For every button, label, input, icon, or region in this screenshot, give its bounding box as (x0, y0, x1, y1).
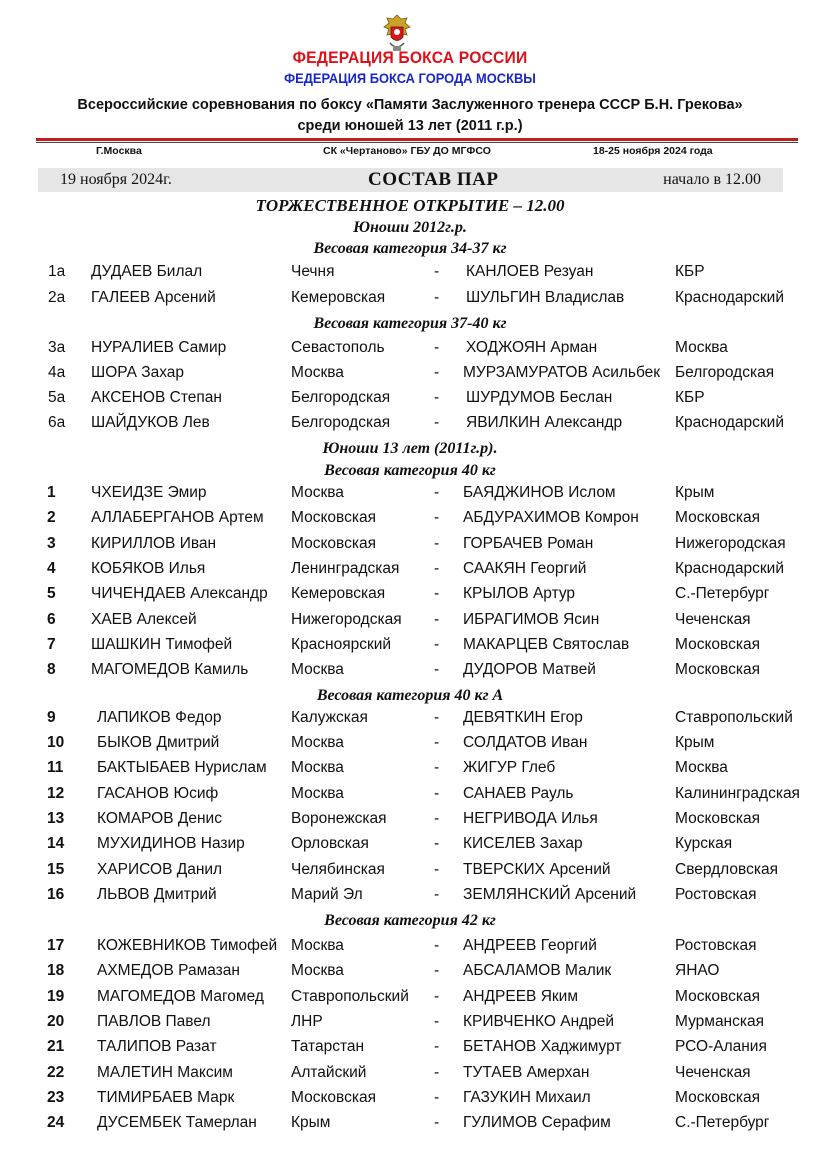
boxer-blue-region: Калининградская (675, 785, 800, 802)
competition-subtitle: среди юношей 13 лет (2011 г.р.) (297, 118, 523, 134)
boxer-red-region: Орловская (291, 835, 369, 852)
bout-dash: - (434, 1013, 440, 1030)
bout-row (0, 937, 828, 959)
bout-number: 5а (48, 389, 66, 406)
bout-row (0, 835, 828, 857)
bout-dash: - (434, 709, 440, 726)
boxer-blue-region: Москва (675, 339, 728, 356)
boxer-red-name: АХМЕДОВ Рамазан (97, 962, 240, 979)
bout-row (0, 734, 828, 756)
bout-row (0, 636, 828, 658)
boxer-blue-name: КАНЛОЕВ Резуан (466, 263, 594, 280)
boxer-red-name: КОЖЕВНИКОВ Тимофей (97, 937, 278, 954)
boxer-red-name: ШАШКИН Тимофей (91, 636, 233, 653)
boxer-red-region: Ленинградская (291, 560, 400, 577)
bout-row (0, 611, 828, 633)
age-group-title: Юноши 13 лет (2011г.р). (322, 440, 498, 457)
boxer-blue-region: Краснодарский (675, 414, 784, 431)
bout-row (0, 709, 828, 731)
bout-dash: - (434, 636, 440, 653)
boxer-blue-name: ГОРБАЧЕВ Роман (463, 535, 594, 552)
bout-dash: - (434, 1064, 440, 1081)
boxer-red-region: Крым (291, 1114, 331, 1131)
bout-row (0, 861, 828, 883)
bout-dash: - (434, 484, 440, 501)
boxer-red-region: Марий Эл (291, 886, 363, 903)
schedule-band (38, 168, 783, 192)
boxer-red-region: Москва (291, 484, 344, 501)
federation-emblem-icon (381, 13, 413, 53)
boxer-blue-region: С.-Петербург (675, 585, 770, 602)
boxer-red-region: Московская (291, 1089, 376, 1106)
boxer-blue-name: ДЕВЯТКИН Егор (463, 709, 583, 726)
boxer-red-region: Белгородская (291, 389, 391, 406)
boxer-blue-region: Московская (675, 636, 760, 653)
boxer-blue-region: Краснодарский (675, 560, 784, 577)
bout-dash: - (434, 339, 440, 356)
boxer-red-name: ДУСЕМБЕК Тамерлан (97, 1114, 257, 1131)
boxer-blue-name: ЯВИЛКИН Александр (466, 414, 623, 431)
boxer-red-name: ЧХЕИДЗЕ Эмир (91, 484, 207, 501)
boxer-red-name: МАГОМЕДОВ Магомед (97, 988, 264, 1005)
bout-row (0, 263, 828, 285)
bout-number: 21 (47, 1038, 65, 1055)
bout-number: 18 (47, 962, 65, 979)
bout-row (0, 1064, 828, 1086)
bout-row (0, 509, 828, 531)
bout-number: 22 (47, 1064, 65, 1081)
bout-dash: - (434, 289, 440, 306)
boxer-red-region: Севастополь (291, 339, 385, 356)
bout-number: 6 (47, 611, 56, 628)
bout-dash: - (434, 509, 440, 526)
boxer-red-region: Москва (291, 937, 344, 954)
start-time: начало в 12.00 (663, 171, 761, 188)
opening-ceremony: ТОРЖЕСТВЕННОЕ ОТКРЫТИЕ – 12.00 (255, 196, 565, 215)
boxer-blue-name: КРИВЧЕНКО Андрей (463, 1013, 615, 1030)
event-city: Г.Москва (96, 145, 142, 157)
boxer-red-region: Чечня (291, 263, 335, 280)
boxer-blue-name: АНДРЕЕВ Георгий (463, 937, 597, 954)
boxer-red-region: Московская (291, 535, 376, 552)
session-date: 19 ноября 2024г. (60, 171, 172, 188)
event-dates: 18-25 ноября 2024 года (593, 145, 713, 157)
boxer-blue-name: ГУЛИМОВ Серафим (463, 1114, 611, 1131)
boxer-red-region: Москва (291, 734, 344, 751)
boxer-blue-region: Московская (675, 810, 760, 827)
boxer-red-name: ТАЛИПОВ Разат (97, 1038, 217, 1055)
bout-row (0, 389, 828, 411)
pairs-heading: СОСТАВ ПАР (368, 169, 499, 190)
event-venue: СК «Чертаново» ГБУ ДО МГФСО (323, 145, 491, 157)
boxer-red-name: МАГОМЕДОВ Камиль (91, 661, 249, 678)
boxer-blue-name: СОЛДАТОВ Иван (463, 734, 588, 751)
bout-number: 20 (47, 1013, 65, 1030)
bout-dash: - (434, 1038, 440, 1055)
boxer-red-region: Челябинская (291, 861, 385, 878)
bout-row (0, 535, 828, 557)
bout-number: 5 (47, 585, 56, 602)
boxer-blue-region: Московская (675, 988, 760, 1005)
bout-number: 16 (47, 886, 65, 903)
boxer-blue-region: КБР (675, 263, 705, 280)
boxer-blue-name: ЗЕМЛЯНСКИЙ Арсений (463, 886, 637, 903)
boxer-red-name: ЛАПИКОВ Федор (97, 709, 222, 726)
bout-dash: - (434, 937, 440, 954)
bout-number: 4а (48, 364, 66, 381)
bout-dash: - (434, 585, 440, 602)
bout-dash: - (434, 886, 440, 903)
bout-row (0, 988, 828, 1010)
bout-number: 6а (48, 414, 66, 431)
boxer-red-region: Московская (291, 509, 376, 526)
bout-dash: - (434, 835, 440, 852)
boxer-blue-region: Ростовская (675, 886, 757, 903)
bout-number: 15 (47, 861, 65, 878)
weight-category-title: Весовая категория 40 кг А (316, 687, 504, 704)
weight-category-title: Весовая категория 42 кг (324, 912, 496, 929)
boxer-red-name: ПАВЛОВ Павел (97, 1013, 211, 1030)
boxer-blue-name: БЕТАНОВ Хаджимурт (463, 1038, 622, 1055)
boxer-blue-region: Московская (675, 661, 760, 678)
bout-dash: - (434, 962, 440, 979)
boxer-blue-name: АБСАЛАМОВ Малик (463, 962, 612, 979)
boxer-blue-name: ШУЛЬГИН Владислав (466, 289, 625, 306)
boxer-red-region: Москва (291, 364, 344, 381)
boxer-blue-name: ТУТАЕВ Амерхан (463, 1064, 590, 1081)
bout-dash: - (434, 1089, 440, 1106)
boxer-red-region: Москва (291, 962, 344, 979)
bout-dash: - (434, 1114, 440, 1131)
boxer-red-region: Кемеровская (291, 585, 386, 602)
boxer-red-region: Москва (291, 785, 344, 802)
boxer-blue-region: Ростовская (675, 937, 757, 954)
bout-row (0, 661, 828, 683)
boxer-red-name: ШОРА Захар (91, 364, 185, 381)
boxer-red-name: БАКТЫБАЕВ Нурислам (97, 759, 267, 776)
boxer-red-name: МАЛЕТИН Максим (97, 1064, 233, 1081)
bout-number: 1а (48, 263, 66, 280)
bout-number: 3а (48, 339, 66, 356)
bout-dash: - (434, 535, 440, 552)
boxer-blue-region: Белгородская (675, 364, 775, 381)
bout-dash: - (434, 560, 440, 577)
boxer-blue-region: Крым (675, 484, 715, 501)
weight-category-title: Весовая категория 40 кг (324, 462, 496, 479)
boxer-blue-region: Чеченская (675, 1064, 751, 1081)
boxer-blue-name: ДУДОРОВ Матвей (463, 661, 596, 678)
boxer-blue-region: Курская (675, 835, 733, 852)
boxer-red-region: Калужская (291, 709, 368, 726)
boxer-red-name: ЛЬВОВ Дмитрий (97, 886, 217, 903)
boxer-blue-name: АБДУРАХИМОВ Комрон (463, 509, 639, 526)
bout-number: 7 (47, 636, 56, 653)
bout-row (0, 1013, 828, 1035)
boxer-red-region: ЛНР (291, 1013, 323, 1030)
boxer-red-name: КОБЯКОВ Илья (91, 560, 206, 577)
boxer-blue-name: ТВЕРСКИХ Арсений (463, 861, 611, 878)
bout-row (0, 1114, 828, 1136)
federation-russia-title: ФЕДЕРАЦИЯ БОКСА РОССИИ (292, 48, 528, 67)
bout-number: 19 (47, 988, 65, 1005)
federation-moscow-title: ФЕДЕРАЦИЯ БОКСА ГОРОДА МОСКВЫ (284, 70, 536, 86)
bout-number: 3 (47, 535, 56, 552)
bout-dash: - (434, 661, 440, 678)
boxer-red-name: ГАЛЕЕВ Арсений (91, 289, 216, 306)
bout-row (0, 585, 828, 607)
bout-row (0, 1089, 828, 1111)
boxer-red-name: АЛЛАБЕРГАНОВ Артем (91, 509, 264, 526)
boxer-red-region: Алтайский (291, 1064, 367, 1081)
bout-dash: - (434, 734, 440, 751)
boxer-blue-region: КБР (675, 389, 705, 406)
boxer-red-name: ДУДАЕВ Билал (91, 263, 203, 280)
bout-row (0, 560, 828, 582)
bout-dash: - (434, 364, 440, 381)
boxer-blue-region: Свердловская (675, 861, 778, 878)
bout-number: 11 (47, 759, 64, 776)
boxer-red-region: Нижегородская (291, 611, 402, 628)
boxer-blue-name: НЕГРИВОДА Илья (463, 810, 598, 827)
bout-number: 12 (47, 785, 65, 802)
bout-number: 9 (47, 709, 56, 726)
bout-dash: - (434, 263, 440, 280)
boxer-blue-name: СААКЯН Георгий (463, 560, 587, 577)
bout-row (0, 962, 828, 984)
bout-dash: - (434, 611, 440, 628)
bout-row (0, 759, 828, 781)
boxer-red-name: ГАСАНОВ Юсиф (97, 785, 219, 802)
boxer-red-region: Красноярский (291, 636, 392, 653)
boxer-blue-name: ШУРДУМОВ Беслан (466, 389, 613, 406)
bout-row (0, 289, 828, 311)
bout-row (0, 810, 828, 832)
boxer-blue-region: Мурманская (675, 1013, 765, 1030)
bout-number: 8 (47, 661, 56, 678)
bout-number: 2а (48, 289, 66, 306)
boxer-red-name: КИРИЛЛОВ Иван (91, 535, 217, 552)
bout-number: 17 (47, 937, 65, 954)
boxer-red-region: Кемеровская (291, 289, 386, 306)
bout-dash: - (434, 785, 440, 802)
boxer-blue-region: С.-Петербург (675, 1114, 770, 1131)
boxer-red-name: КОМАРОВ Денис (97, 810, 222, 827)
header-divider-red (36, 138, 798, 141)
bout-number: 14 (47, 835, 65, 852)
boxer-blue-region: Московская (675, 1089, 760, 1106)
bout-number: 24 (47, 1114, 65, 1131)
boxer-red-name: МУХИДИНОВ Назир (97, 835, 245, 852)
bout-dash: - (434, 810, 440, 827)
boxer-red-name: АКСЕНОВ Степан (91, 389, 222, 406)
bout-row (0, 785, 828, 807)
boxer-red-name: ХАЕВ Алексей (91, 611, 197, 628)
boxer-blue-name: ИБРАГИМОВ Ясин (463, 611, 600, 628)
bout-row (0, 414, 828, 436)
boxer-blue-region: Московская (675, 509, 760, 526)
bout-number: 23 (47, 1089, 65, 1106)
boxer-red-region: Москва (291, 759, 344, 776)
bout-dash: - (434, 389, 440, 406)
bout-dash: - (434, 759, 440, 776)
boxer-blue-region: Москва (675, 759, 728, 776)
bout-dash: - (434, 414, 440, 431)
boxer-red-name: ЧИЧЕНДАЕВ Александр (91, 585, 268, 602)
boxer-blue-name: АНДРЕЕВ Яким (463, 988, 578, 1005)
boxer-red-region: Белгородская (291, 414, 391, 431)
boxer-blue-name: ЖИГУР Глеб (463, 759, 556, 776)
boxer-blue-region: Чеченская (675, 611, 751, 628)
boxer-blue-region: ЯНАО (675, 962, 720, 979)
bout-row (0, 484, 828, 506)
boxer-red-name: ХАРИСОВ Данил (97, 861, 223, 878)
boxer-blue-region: РСО-Алания (675, 1038, 767, 1055)
bout-row (0, 886, 828, 908)
boxer-blue-name: ГАЗУКИН Михаил (463, 1089, 591, 1106)
bout-number: 13 (47, 810, 65, 827)
bout-row (0, 339, 828, 361)
boxer-red-name: ТИМИРБАЕВ Марк (97, 1089, 235, 1106)
boxer-red-name: НУРАЛИЕВ Самир (91, 339, 227, 356)
boxer-blue-name: МАКАРЦЕВ Святослав (463, 636, 630, 653)
boxer-blue-name: МУРЗАМУРАТОВ Асильбек (463, 364, 661, 381)
competition-title: Всероссийские соревнования по боксу «Памяти Заслуженного тренера СССР Б.Н. Грекова» (77, 97, 743, 113)
bout-number: 4 (47, 560, 56, 577)
bout-number: 2 (47, 509, 56, 526)
boxer-blue-name: БАЯДЖИНОВ Ислом (463, 484, 616, 501)
weight-category-title: Весовая категория 37-40 кг (313, 315, 507, 332)
bout-row (0, 1038, 828, 1060)
bout-dash: - (434, 861, 440, 878)
bout-number: 10 (47, 734, 65, 751)
boxer-red-name: БЫКОВ Дмитрий (97, 734, 220, 751)
boxer-red-name: ШАЙДУКОВ Лев (91, 414, 210, 431)
age-group-title: Юноши 2012г.р. (353, 219, 467, 236)
bout-number: 1 (47, 484, 56, 501)
boxer-blue-region: Нижегородская (675, 535, 786, 552)
boxer-red-region: Татарстан (291, 1038, 365, 1055)
boxer-blue-region: Краснодарский (675, 289, 784, 306)
boxer-blue-name: КИСЕЛЕВ Захар (463, 835, 583, 852)
bout-dash: - (434, 988, 440, 1005)
boxer-blue-name: САНАЕВ Рауль (463, 785, 574, 802)
bout-row (0, 364, 828, 386)
boxer-blue-region: Ставропольский (675, 709, 793, 726)
weight-category-title: Весовая категория 34-37 кг (313, 240, 507, 257)
boxer-red-region: Воронежская (291, 810, 387, 827)
boxer-blue-region: Крым (675, 734, 715, 751)
boxer-red-region: Ставропольский (291, 988, 409, 1005)
boxer-blue-name: КРЫЛОВ Артур (463, 585, 576, 602)
boxer-blue-name: ХОДЖОЯН Арман (466, 339, 598, 356)
header-divider-dark (36, 142, 798, 143)
boxer-red-region: Москва (291, 661, 344, 678)
